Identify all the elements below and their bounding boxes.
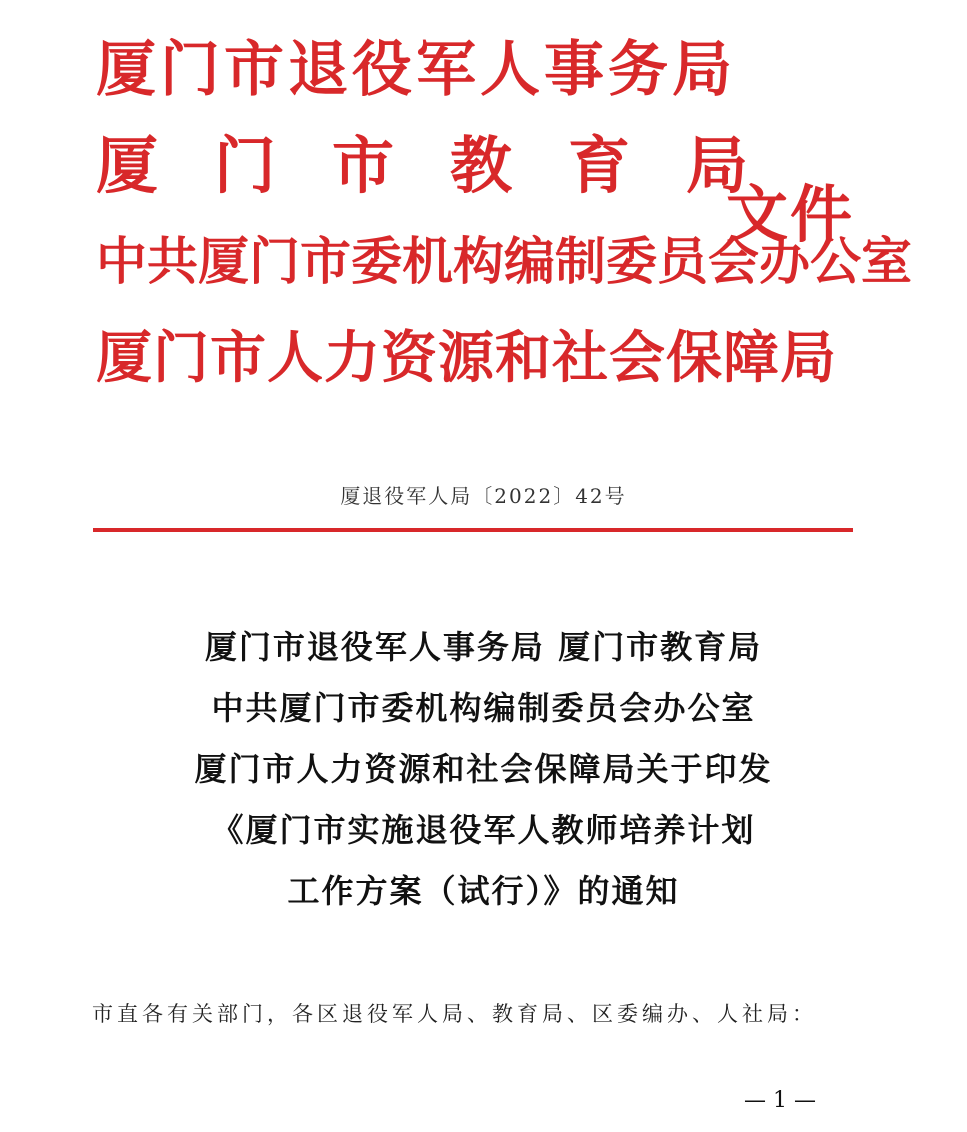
title-line: 厦门市人力资源和社会保障局关于印发 — [194, 750, 773, 788]
title-line: 厦门市退役军人事务局 厦门市教育局 — [204, 628, 763, 666]
document-title — [0, 617, 967, 922]
issuing-org: 厦门市退役军人事务局 — [96, 35, 736, 105]
issuing-org: 厦门市人力资源和社会保障局 — [96, 325, 837, 391]
title-line: 《厦门市实施退役军人教师培养计划 — [211, 811, 756, 849]
header-divider — [93, 528, 853, 532]
issuing-org: 厦门市教育局 — [96, 129, 805, 202]
title-line: 工作方案（试行）》的通知 — [287, 872, 680, 910]
document-type-label: 文件 — [726, 178, 855, 251]
page-number: — 1 — — [744, 1088, 816, 1113]
issuing-org: 中共厦门市委机构编制委员会办公室 — [96, 232, 913, 292]
salutation: 市直各有关部门，各区退役军人局、教育局、区委编办、人社局： — [92, 1002, 817, 1026]
title-line: 中共厦门市委机构编制委员会办公室 — [211, 689, 756, 727]
document-number: 厦退役军人局〔2022〕42号 — [340, 484, 627, 508]
